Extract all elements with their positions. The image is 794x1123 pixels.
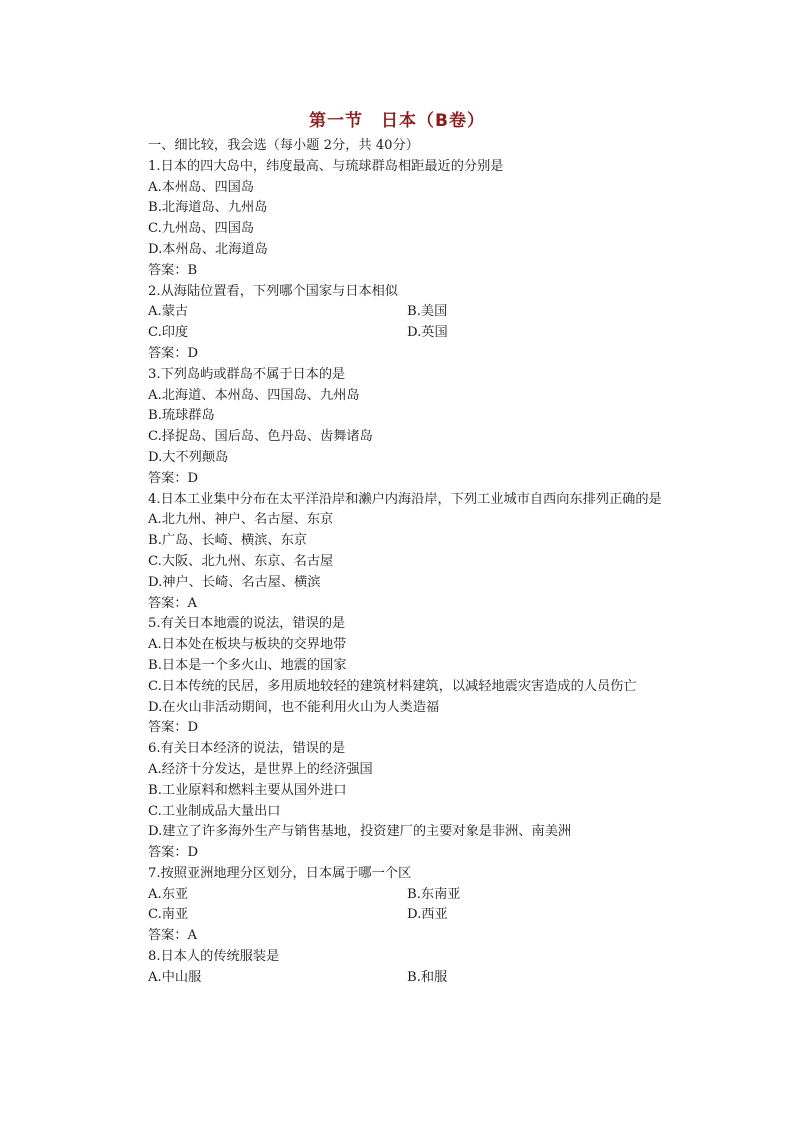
- question-5-option-b: B.日本是一个多火山、地震的国家: [148, 657, 347, 673]
- question-8-stem: 8.日本人的传统服装是: [148, 949, 280, 965]
- question-7-options-row-2: [0, 905, 794, 926]
- question-5-option-a: A.日本处在板块与板块的交界地带: [148, 637, 347, 653]
- question-8-option-a: A.中山服: [148, 969, 202, 985]
- question-5-answer: 答案：D: [148, 720, 199, 736]
- question-2-answer: 答案：D: [148, 345, 199, 361]
- question-6-option-d: D.建立了许多海外生产与销售基地，投资建厂的主要对象是非洲、南美洲: [148, 824, 572, 840]
- question-7-option-d: D.西亚: [407, 907, 448, 923]
- question-6-option-b: B.工业原料和燃料主要从国外进口: [148, 782, 347, 798]
- question-4-stem: 4.日本工业集中分布在太平洋沿岸和濑户内海沿岸，下列工业城市自西向东排列正确的是: [148, 491, 662, 507]
- question-1-option-a: A.本州岛、四国岛: [148, 179, 255, 195]
- question-6-answer: 答案：D: [148, 845, 199, 861]
- question-1-option-d: D.本州岛、北海道岛: [148, 241, 268, 257]
- question-2-option-d: D.英国: [407, 325, 448, 341]
- question-5-stem: 5.有关日本地震的说法，错误的是: [148, 616, 346, 632]
- question-3-option-b: B.琉球群岛: [148, 408, 215, 424]
- question-2-options-row-2: [0, 323, 794, 344]
- question-6-option-a: A.经济十分发达，是世界上的经济强国: [148, 761, 373, 777]
- question-7-option-a: A.东亚: [148, 886, 189, 902]
- question-1-option-b: B.北海道岛、九州岛: [148, 200, 268, 216]
- question-2-options-row-1: [0, 302, 794, 323]
- question-3-option-a: A.北海道、本州岛、四国岛、九州岛: [148, 387, 360, 403]
- question-2-option-a: A.蒙古: [148, 304, 189, 320]
- question-1-stem: 1.日本的四大岛中，纬度最高、与琉球群岛相距最近的分别是: [148, 158, 504, 174]
- question-7-option-b: B.东南亚: [407, 886, 461, 902]
- question-5-option-d: D.在火山非活动期间，也不能利用火山为人类造福: [148, 699, 440, 715]
- question-1-option-c: C.九州岛、四国岛: [148, 221, 255, 237]
- question-6-option-c: C.工业制成品大量出口: [148, 803, 281, 819]
- question-2-option-c: C.印度: [148, 325, 189, 341]
- section-heading: 一、细比较，我会选（每小题 2分，共 40分）: [148, 138, 419, 153]
- question-2-option-b: B.美国: [407, 304, 448, 320]
- question-1-answer: 答案：B: [148, 262, 198, 278]
- question-8-options-row-1: [0, 968, 794, 989]
- question-7-stem: 7.按照亚洲地理分区划分，日本属于哪一个区: [148, 865, 412, 881]
- question-3-option-c: C.择捉岛、国后岛、色丹岛、齿舞诸岛: [148, 429, 373, 445]
- question-2-stem: 2.从海陆位置看，下列哪个国家与日本相似: [148, 283, 398, 299]
- question-4-answer: 答案：A: [148, 595, 198, 611]
- question-5-option-c: C.日本传统的民居，多用质地较轻的建筑材料建筑，以减轻地震灾害造成的人员伤亡: [148, 678, 637, 694]
- question-7-options-row-1: [0, 885, 794, 906]
- question-3-stem: 3.下列岛屿或群岛不属于日本的是: [148, 366, 346, 382]
- question-3-option-d: D.大不列颠岛: [148, 449, 229, 465]
- question-7-option-c: C.南亚: [148, 907, 189, 923]
- question-3-answer: 答案：D: [148, 470, 199, 486]
- document-body: [0, 136, 794, 989]
- page-title: 第一节 日本（B卷）: [309, 111, 485, 131]
- question-4-option-a: A.北九州、神户、名古屋、东京: [148, 512, 334, 528]
- question-4-option-b: B.广岛、长崎、横滨、东京: [148, 533, 307, 549]
- question-7-answer: 答案：A: [148, 928, 198, 944]
- question-4-option-d: D.神户、长崎、名古屋、横滨: [148, 574, 321, 590]
- question-8-option-b: B.和服: [407, 969, 448, 985]
- question-6-stem: 6.有关日本经济的说法，错误的是: [148, 741, 346, 757]
- question-4-option-c: C.大阪、北九州、东京、名古屋: [148, 553, 334, 569]
